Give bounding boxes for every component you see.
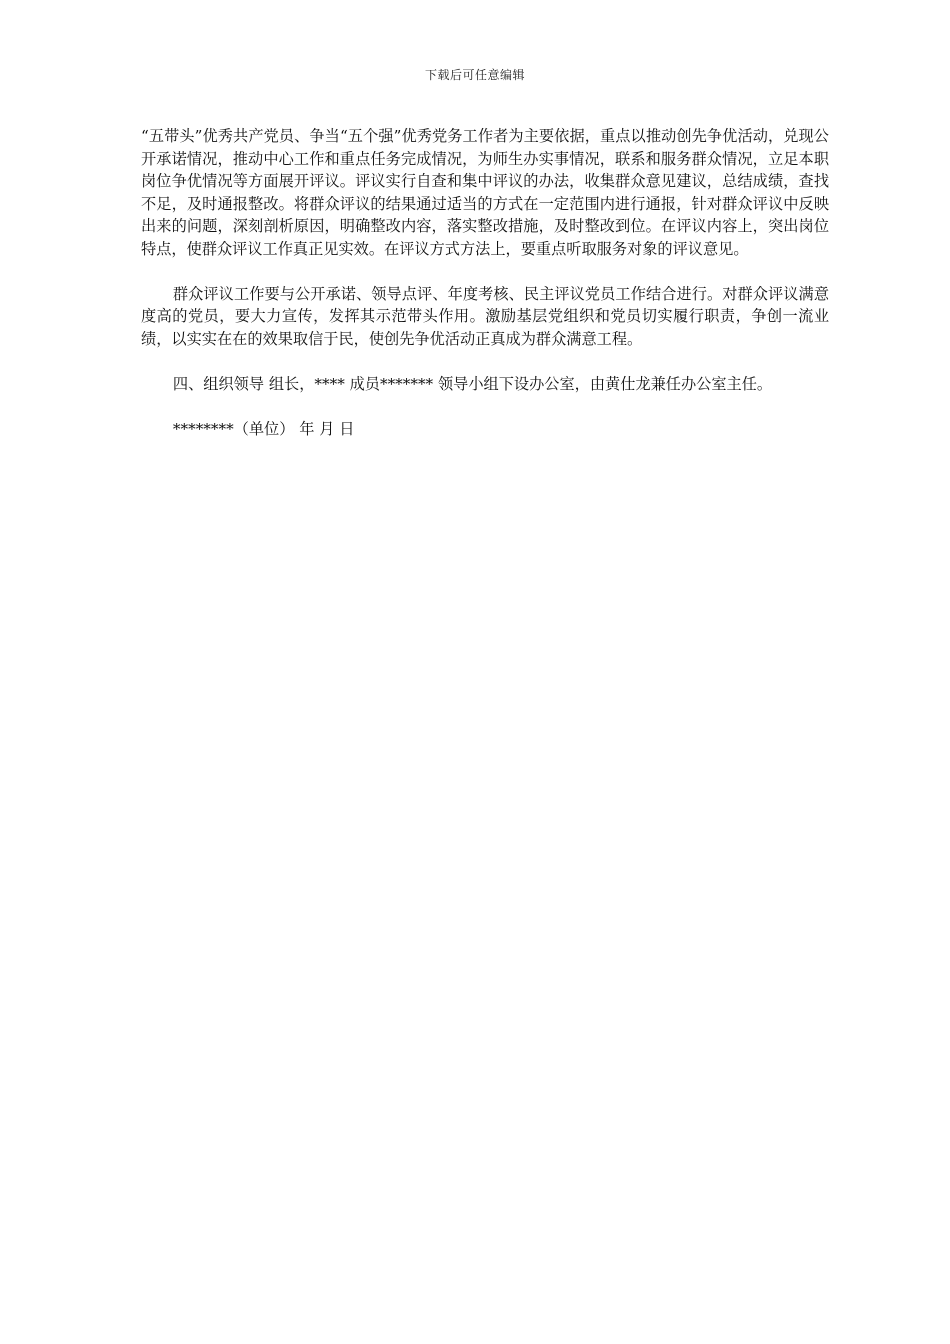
paragraph-evaluation-criteria: “五带头”优秀共产党员、争当“五个强”优秀党务工作者为主要依据，重点以推动创先争优活动，兑现公开承诺情况，推动中心工作和重点任务完成情况，为师生办实事情况，联系和服务群众情况，立足本职岗位争优情况等方面展开评议。评议实行自查和集中评议的办法，收集群众意见建议，总结成绩，查找不足，及时通报整改。将群众评议的结果通过适当的方式在一定范围内进行通报，针对群众评议中反映出来的问题，深刻剖析原因，明确整改内容，落实整改措施，及时整改到位。在评议内容上，突出岗位特点，使群众评议工作真正见实效。在评议方式方法上，要重点听取服务对象的评议意见。 bbox=[141, 127, 829, 258]
signature-line: ********（单位） 年 月 日 bbox=[172, 419, 355, 438]
document-body bbox=[141, 125, 829, 440]
paragraph-gap bbox=[141, 260, 829, 283]
paragraph-organization-leadership: 四、组织领导 组长，**** 成员******* 领导小组下设办公室，由黄仕龙兼任办公室主任。 bbox=[172, 374, 773, 393]
paragraph-evaluation-integration: 群众评议工作要与公开承诺、领导点评、年度考核、民主评议党员工作结合进行。对群众评议满意度高的党员，要大力宣传，发挥其示范带头作用。激励基层党组织和党员切实履行职责，争创一流业绩，以实实在在的效果取信于民，使创先争优活动正真成为群众满意工程。 bbox=[141, 284, 829, 348]
header-note: 下载后可任意编辑 bbox=[424, 68, 525, 82]
paragraph-gap bbox=[141, 350, 829, 373]
paragraph-gap bbox=[141, 395, 829, 418]
